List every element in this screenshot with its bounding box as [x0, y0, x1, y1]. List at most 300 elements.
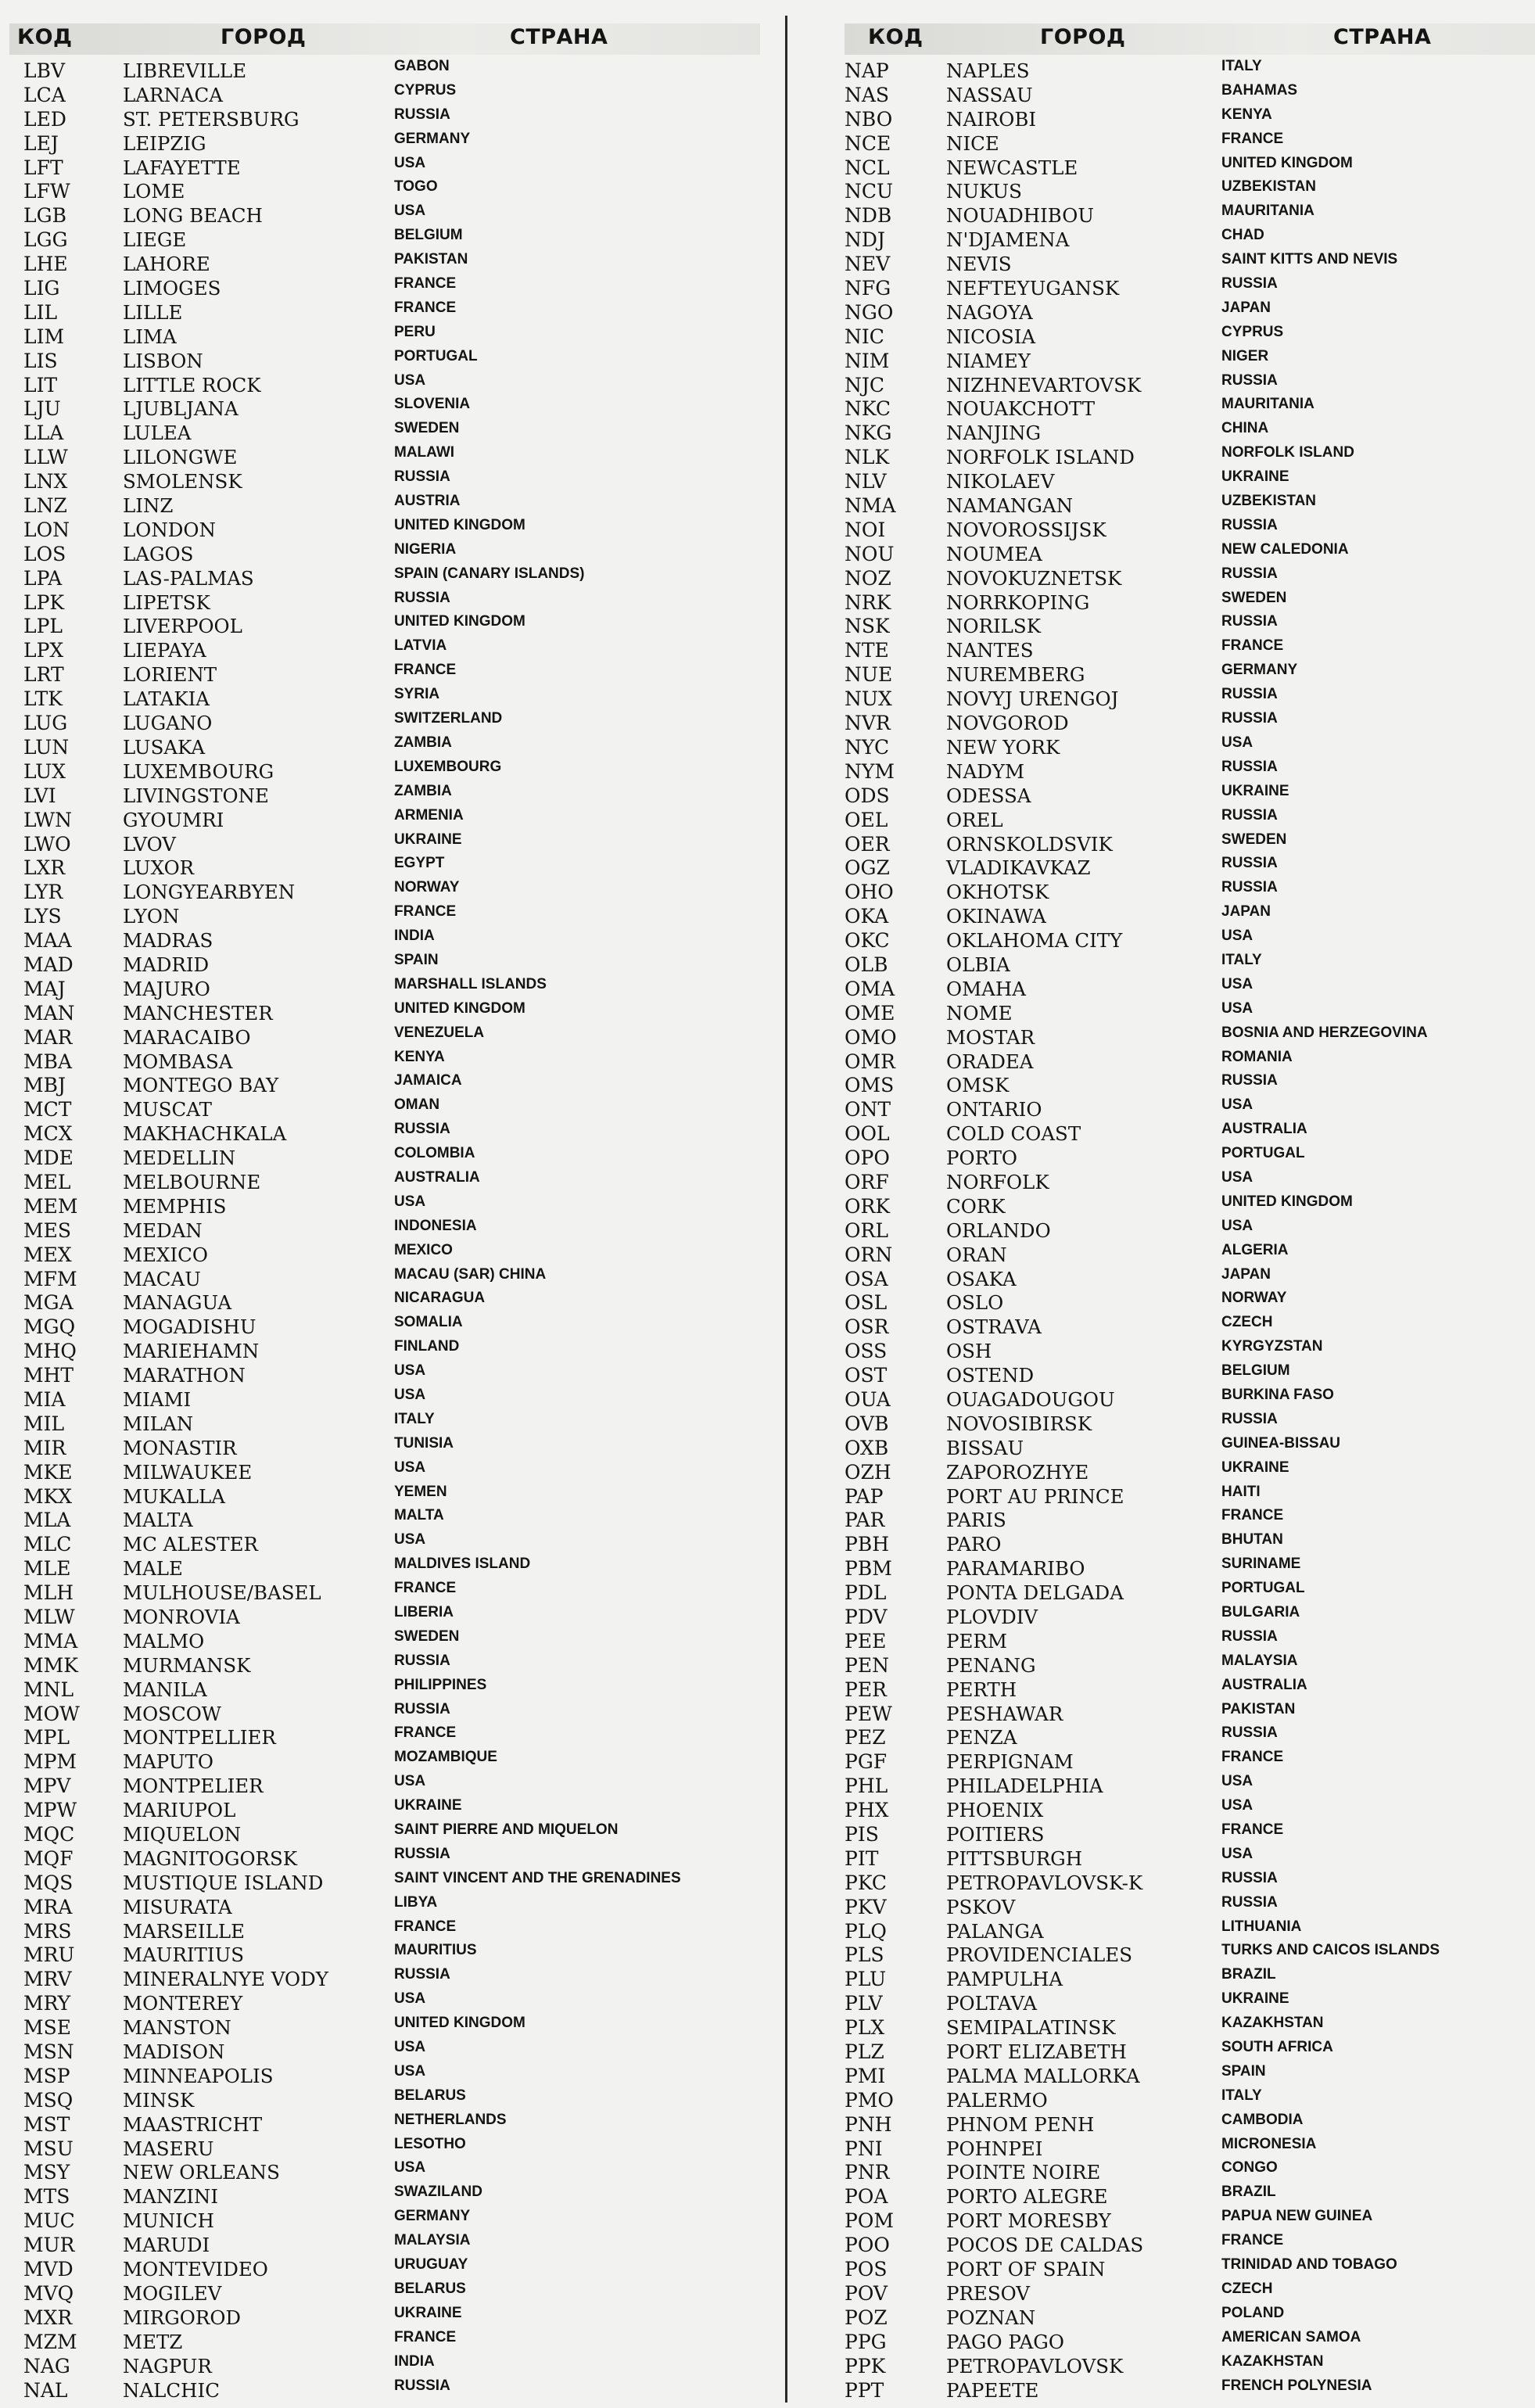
table-row [9, 1485, 760, 1509]
table-row [845, 591, 1535, 615]
city-name: MOSTAR [946, 1025, 1035, 1049]
country-name: INDONESIA [394, 1217, 477, 1234]
airport-code: NLK [845, 446, 890, 469]
airport-code: NAS [845, 83, 890, 106]
airport-code: PEW [845, 1702, 892, 1725]
city-name: MUKALLA [123, 1484, 225, 1508]
airport-code: MLE [23, 1557, 71, 1581]
airport-code: NSK [845, 615, 890, 638]
header-city: ГОРОД [221, 25, 307, 49]
airport-code: ORF [845, 1170, 889, 1193]
city-name: LATAKIA [123, 687, 210, 711]
right-column [845, 0, 1535, 2408]
table-row [845, 1700, 1535, 1727]
city-name: MONTEREY [123, 1992, 243, 2015]
airport-code: OER [845, 832, 890, 856]
country-name: FRANCE [394, 662, 457, 679]
table-row [9, 1098, 760, 1122]
table-row [845, 687, 1535, 712]
table-row [9, 1195, 760, 1219]
city-name: MAURITIUS [123, 1943, 245, 1967]
country-name: SAINT KITTS AND NEVIS [1221, 251, 1398, 268]
city-name: LIVINGSTONE [123, 784, 269, 807]
table-row [845, 1434, 1535, 1461]
airport-code: LPL [23, 615, 63, 638]
airport-code: NTE [845, 639, 889, 662]
airport-code: NAL [23, 2378, 68, 2402]
city-name: LOME [123, 180, 185, 203]
column-divider [785, 16, 787, 2403]
country-name: RUSSIA [394, 468, 450, 486]
airport-code: LIG [23, 277, 60, 300]
country-name: FRANCE [394, 299, 457, 316]
country-name: USA [1221, 1797, 1253, 1814]
country-name: UNITED KINGDOM [394, 999, 525, 1017]
country-name: LIBERIA [394, 1604, 454, 1620]
city-name: MACAU [123, 1267, 201, 1290]
city-name: MUSCAT [123, 1098, 212, 1121]
table-row [845, 1265, 1535, 1292]
table-row [845, 1799, 1535, 1823]
table-row [845, 929, 1535, 953]
city-name: MANILA [123, 1678, 207, 1701]
airport-code: LOS [23, 542, 66, 565]
city-name: MANSTON [123, 2016, 231, 2040]
city-name: LAFAYETTE [123, 156, 241, 179]
city-name: PALERMO [946, 2088, 1048, 2112]
table-row [9, 1750, 760, 1775]
airport-code: NCE [845, 131, 891, 155]
table-row [845, 540, 1535, 567]
city-name: LEIPZIG [123, 131, 206, 155]
country-name: ROMANIA [1221, 1048, 1293, 1065]
airport-code: OKC [845, 929, 890, 953]
country-name: FRANCE [394, 1724, 457, 1742]
country-name: LUXEMBOURG [394, 758, 502, 775]
city-name: LIMA [123, 325, 177, 348]
country-name: RUSSIA [1221, 1410, 1278, 1427]
airport-code: LUX [23, 759, 66, 783]
city-name: COLD COAST [946, 1122, 1081, 1146]
table-row [9, 1074, 760, 1098]
country-name: ZAMBIA [394, 734, 452, 751]
country-name: USA [1221, 1168, 1253, 1186]
airport-code: MSU [23, 2137, 74, 2160]
country-name: SWAZILAND [394, 2184, 482, 2201]
city-name: MOGILEV [123, 2281, 222, 2305]
city-name: MOGADISHU [123, 1315, 256, 1339]
airport-code: MDE [23, 1147, 74, 1170]
airport-code: MRY [23, 1992, 71, 2015]
country-name: UKRAINE [394, 831, 462, 848]
airport-code: NVR [845, 712, 891, 735]
city-name: MIQUELON [123, 1823, 242, 1846]
city-name: PETROPAVLOVSK [946, 2354, 1124, 2377]
airport-code: LIS [23, 349, 58, 372]
country-name: BAHAMAS [1221, 81, 1298, 99]
table-row [845, 108, 1535, 132]
airport-code: ORK [845, 1194, 890, 1218]
airport-code: MQC [23, 1823, 75, 1846]
city-name: NICOSIA [946, 325, 1036, 348]
country-name: RUSSIA [394, 589, 450, 606]
table-row [845, 325, 1535, 350]
country-name: LESOTHO [394, 2135, 466, 2152]
airport-code: MHQ [23, 1340, 77, 1363]
city-name: PESHAWAR [946, 1702, 1063, 1725]
header-city: ГОРОД [1040, 25, 1126, 49]
airport-code: LTK [23, 687, 63, 711]
airport-code: MGA [23, 1291, 74, 1315]
country-name: CYPRUS [1221, 323, 1284, 340]
airport-code: MSN [23, 2040, 74, 2064]
city-name: NASSAU [946, 83, 1033, 106]
table-row [845, 1654, 1535, 1678]
airport-code: NOU [845, 542, 895, 565]
city-name: NANTES [946, 639, 1034, 662]
table-row [9, 712, 760, 736]
airport-code: MSY [23, 2161, 70, 2184]
country-name: RUSSIA [1221, 1869, 1278, 1886]
country-name: RUSSIA [1221, 855, 1278, 872]
table-row [9, 1654, 760, 1678]
country-name: POLAND [1221, 2304, 1285, 2321]
city-name: BISSAU [946, 1436, 1024, 1459]
table-row [9, 1678, 760, 1703]
city-name: GYOUMRI [123, 808, 224, 831]
city-name: NOVOKUZNETSK [946, 566, 1122, 590]
country-name: UKRAINE [394, 1797, 462, 1814]
airport-code: POO [845, 2234, 890, 2257]
country-name: FRANCE [1221, 1507, 1284, 1524]
airport-code: MUR [23, 2234, 75, 2257]
airport-code: NYC [845, 735, 890, 759]
airport-code: MVQ [23, 2281, 74, 2305]
table-row [845, 2016, 1535, 2040]
city-name: NEVIS [946, 253, 1012, 276]
city-name: MAPUTO [123, 1750, 213, 1774]
city-name: NORRKOPING [946, 590, 1090, 614]
table-row [9, 1606, 760, 1630]
country-name: KYRGYZSTAN [1221, 1338, 1323, 1355]
country-name: VENEZUELA [394, 1024, 485, 1041]
city-name: MC ALESTER [123, 1533, 258, 1556]
table-row [9, 180, 760, 204]
airport-code: MUC [23, 2209, 75, 2233]
table-row [9, 1799, 760, 1823]
city-name: MELBOURNE [123, 1170, 261, 1193]
city-name: PSKOV [946, 1895, 1016, 1918]
city-name: PERM [946, 1629, 1007, 1653]
table-row [9, 1726, 760, 1750]
table-row [9, 1775, 760, 1799]
city-name: VLADIKAVKAZ [946, 856, 1091, 880]
country-name: PAPUA NEW GUINEA [1221, 2208, 1373, 2225]
table-row [845, 2185, 1535, 2209]
city-name: MEDELLIN [123, 1147, 236, 1170]
city-name: PAGO PAGO [946, 2330, 1064, 2353]
country-name: CAMBODIA [1221, 2111, 1304, 2128]
table-row [9, 446, 760, 470]
airport-code: LIT [23, 373, 58, 397]
country-name: SPAIN (CANARY ISLANDS) [394, 565, 585, 582]
airport-code: PEN [845, 1653, 889, 1677]
country-name: USA [1221, 1217, 1253, 1234]
table-row [845, 1871, 1535, 1896]
city-name: MILWAUKEE [123, 1460, 253, 1484]
airport-code: PPG [845, 2330, 887, 2353]
table-row [845, 1147, 1535, 1171]
airport-code: MHT [23, 1364, 74, 1387]
table-row [9, 397, 760, 422]
airport-code: NCU [845, 180, 894, 203]
country-name: PERU [394, 323, 436, 340]
airport-code: NBO [845, 107, 893, 131]
airport-code: MST [23, 2112, 70, 2136]
country-name: RUSSIA [1221, 806, 1278, 824]
country-name: ALGERIA [1221, 1241, 1289, 1258]
table-row [845, 1291, 1535, 1315]
airport-code: MZM [23, 2330, 77, 2353]
airport-code: OSR [845, 1315, 889, 1339]
country-name: RUSSIA [1221, 686, 1278, 703]
city-name: MAJURO [123, 977, 210, 1000]
airport-code: LPA [23, 566, 63, 590]
country-name: LATVIA [394, 637, 447, 655]
table-row [9, 1533, 760, 1557]
table-row [9, 2161, 760, 2185]
table-header [9, 23, 760, 55]
city-name: MONTPELLIER [123, 1726, 276, 1749]
airport-code: OVB [845, 1412, 889, 1435]
airport-code: OUA [845, 1387, 891, 1411]
table-row [845, 2379, 1535, 2403]
table-row [845, 975, 1535, 1002]
city-name: PORT ELIZABETH [946, 2040, 1127, 2064]
city-name: LONGYEARBYEN [123, 881, 296, 904]
city-name: PAPEETE [946, 2378, 1039, 2402]
country-name: LIBYA [394, 1893, 438, 1911]
city-name: ONTARIO [946, 1098, 1042, 1121]
country-name: ITALY [394, 1410, 435, 1427]
table-row [9, 663, 760, 687]
country-name: BELGIUM [394, 227, 463, 244]
airport-code: LUG [23, 712, 68, 735]
country-name: KENYA [394, 1048, 445, 1065]
city-name: PORTO ALEGRE [946, 2185, 1108, 2209]
table-row [9, 347, 760, 374]
airport-code: MQF [23, 1846, 74, 1870]
airport-code: PPT [845, 2378, 884, 2402]
airport-code: PMO [845, 2088, 894, 2112]
airport-code: MNL [23, 1678, 74, 1701]
country-name: SAINT PIERRE AND MIQUELON [394, 1821, 619, 1839]
airport-code: NKG [845, 422, 892, 445]
country-name: RUSSIA [394, 1845, 450, 1862]
country-name: UKRAINE [1221, 1990, 1289, 2008]
city-name: PARO [946, 1533, 1002, 1556]
table-row [845, 2209, 1535, 2234]
table-row [845, 59, 1535, 84]
city-name: ORAN [946, 1243, 1007, 1266]
airport-code: OPO [845, 1147, 890, 1170]
country-name: USA [394, 154, 426, 171]
country-name: GERMANY [1221, 662, 1298, 679]
city-name: MISURATA [123, 1895, 232, 1918]
city-name: OSLO [946, 1291, 1004, 1315]
country-name: USA [394, 1386, 426, 1403]
airport-code: OSS [845, 1340, 888, 1363]
table-row [845, 1050, 1535, 1075]
table-row [845, 2352, 1535, 2379]
country-name: UNITED KINGDOM [394, 516, 525, 533]
table-row [845, 2234, 1535, 2258]
airport-code: NGO [845, 300, 894, 324]
airport-code: NRK [845, 590, 891, 614]
airport-code: ORN [845, 1243, 893, 1266]
airport-code: MRU [23, 1943, 75, 1967]
country-name: FRANCE [394, 1918, 457, 1935]
airport-code: MMA [23, 1629, 78, 1653]
country-name: CHAD [1221, 227, 1264, 244]
table-row [845, 1219, 1535, 1243]
country-name: ZAMBIA [394, 782, 452, 799]
table-row [9, 494, 760, 519]
airport-code: MKE [23, 1460, 73, 1484]
country-name: INDIA [394, 928, 435, 945]
country-name: BRAZIL [1221, 1966, 1276, 1983]
table-row [845, 1412, 1535, 1437]
country-name: RUSSIA [394, 2377, 450, 2394]
table-row [9, 2137, 760, 2162]
table-row [9, 1461, 760, 1485]
country-name: SPAIN [1221, 2062, 1266, 2080]
airport-code: LFT [23, 156, 63, 179]
airport-code: LIM [23, 325, 65, 348]
airport-code: PDL [845, 1581, 887, 1605]
table-row [9, 371, 760, 398]
city-name: ORLANDO [946, 1218, 1051, 1242]
table-row [845, 833, 1535, 857]
city-name: OREL [946, 808, 1003, 831]
table-row [9, 953, 760, 978]
airport-code: LYS [23, 905, 62, 928]
airport-code: NAP [845, 59, 889, 82]
city-name: MILAN [123, 1412, 194, 1435]
table-row [845, 516, 1535, 543]
table-row [9, 2328, 760, 2355]
city-name: NIKOLAEV [946, 470, 1055, 493]
country-name: MOZAMBIQUE [394, 1749, 497, 1766]
airport-code: POS [845, 2258, 888, 2281]
city-name: PHILADELPHIA [946, 1775, 1103, 1798]
country-name: SOUTH AFRICA [1221, 2039, 1333, 2056]
airport-code: NEV [845, 253, 891, 276]
country-name: MAURITIUS [394, 1942, 477, 1959]
table-row [9, 1291, 760, 1315]
country-name: SWEDEN [394, 420, 460, 437]
table-row [845, 905, 1535, 929]
city-name: PLOVDIV [946, 1606, 1038, 1628]
table-row [845, 204, 1535, 228]
city-name: NAGOYA [946, 300, 1033, 324]
country-name: RUSSIA [1221, 613, 1278, 630]
city-name: LIBREVILLE [123, 59, 247, 82]
country-name: MALAWI [394, 444, 455, 461]
city-name: LUXOR [123, 856, 195, 880]
airport-code: POA [845, 2185, 888, 2209]
country-name: FRANCE [1221, 130, 1284, 147]
country-name: PAKISTAN [1221, 1700, 1296, 1717]
city-name: MAGNITOGORSK [123, 1846, 298, 1870]
airport-code: MEM [23, 1194, 78, 1218]
country-name: TOGO [394, 178, 438, 196]
table-row [9, 516, 760, 543]
city-name: NEWCASTLE [946, 156, 1078, 179]
city-name: LIEGE [123, 228, 187, 252]
country-name: BELARUS [394, 2280, 466, 2297]
country-name: NICARAGUA [394, 1290, 486, 1307]
table-row [9, 2258, 760, 2282]
airport-code: NDB [845, 204, 892, 228]
country-name: GUINEA-BISSAU [1221, 1434, 1341, 1452]
city-name: MALMO [123, 1629, 205, 1653]
city-name: LIPETSK [123, 590, 210, 614]
country-name: HAITI [1221, 1483, 1261, 1500]
airport-code: PKC [845, 1871, 887, 1894]
table-row [9, 1412, 760, 1437]
country-name: SAINT VINCENT AND THE GRENADINES [394, 1869, 681, 1886]
airport-code: PLX [845, 2016, 885, 2040]
table-row [845, 253, 1535, 277]
city-name: NOME [946, 1001, 1013, 1025]
table-row [845, 1509, 1535, 1533]
table-row [845, 784, 1535, 809]
table-row [845, 2328, 1535, 2355]
table-row [845, 639, 1535, 663]
airport-code: MKX [23, 1484, 73, 1508]
city-name: NEW ORLEANS [123, 2161, 280, 2184]
airport-code: ODS [845, 784, 890, 807]
table-row [9, 422, 760, 446]
table-row [845, 615, 1535, 639]
airport-code: MOW [23, 1702, 80, 1725]
city-name: LISBON [123, 349, 203, 372]
city-name: PHOENIX [946, 1799, 1044, 1822]
table-row [845, 1943, 1535, 1968]
table-row [845, 1627, 1535, 1654]
city-name: NUKUS [946, 180, 1022, 203]
airport-code: MLA [23, 1509, 71, 1532]
airport-code: MAN [23, 1001, 75, 1025]
city-name: ORADEA [946, 1050, 1034, 1073]
airport-code: NYM [845, 759, 895, 783]
city-name: MOMBASA [123, 1050, 233, 1073]
table-row [845, 712, 1535, 736]
city-name: MALE [123, 1557, 183, 1581]
country-name: BELGIUM [1221, 1362, 1290, 1380]
airport-code: OMO [845, 1025, 897, 1049]
country-name: USA [394, 371, 426, 389]
city-name: POITIERS [946, 1823, 1045, 1846]
table-row [845, 446, 1535, 470]
table-row [845, 1340, 1535, 1364]
country-name: GERMANY [394, 130, 471, 147]
city-name: MADRID [123, 953, 210, 976]
airport-code: PAR [845, 1509, 885, 1532]
country-name: RUSSIA [1221, 516, 1278, 533]
table-row [845, 567, 1535, 591]
